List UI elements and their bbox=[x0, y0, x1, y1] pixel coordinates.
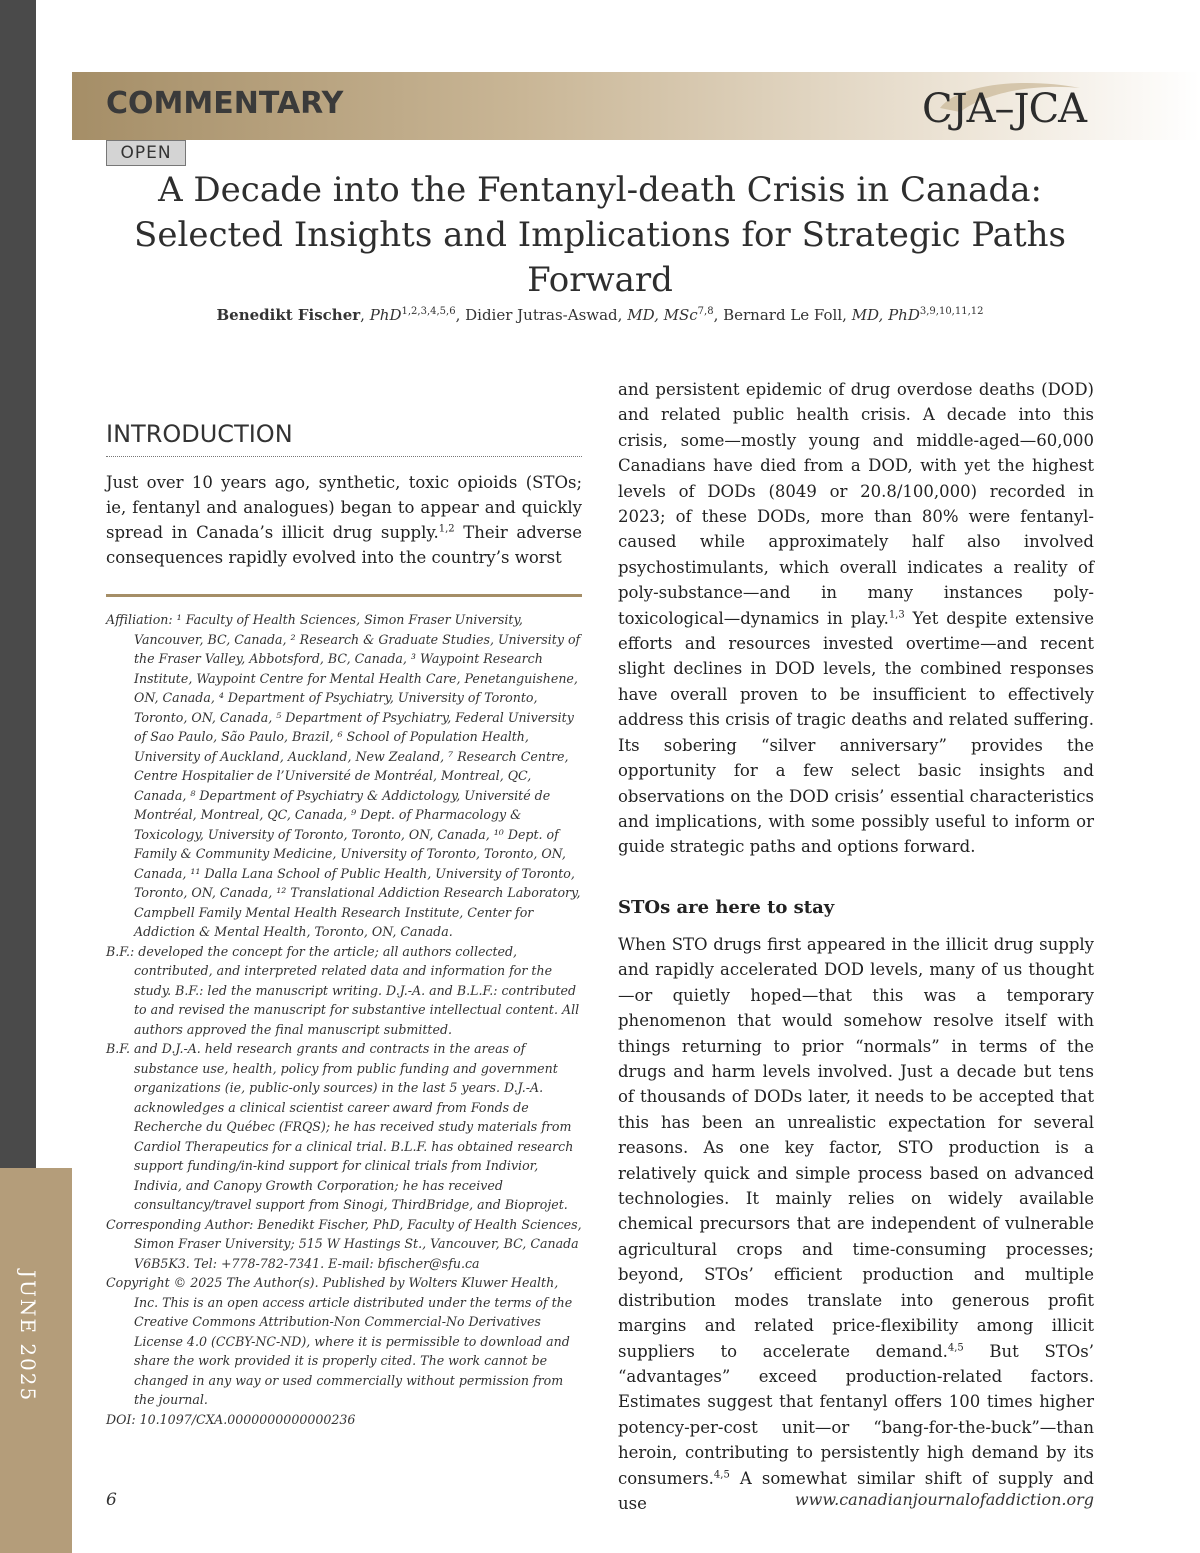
author-degree: MD, MSc bbox=[627, 306, 698, 324]
copyright-text: Copyright © 2025 The Author(s). Published by Wolters Kluwer Health, Inc. This is an open access article distributed under the terms of the Creative Commons Attribution-Non Commercial-No Derivatives License 4.0 (CCBY-NC-ND), where it is permissible to download and share the work provided it is properly cited. The work cannot be changed in any way or used commercially without permission from the journal. bbox=[106, 1275, 573, 1407]
citation-sup: 4,5 bbox=[713, 1469, 730, 1481]
journal-url: www.canadianjournalofaddiction.org bbox=[794, 1490, 1094, 1509]
section-label: COMMENTARY bbox=[106, 86, 344, 121]
author-affiliation-sup: 3,9,10,11,12 bbox=[919, 306, 984, 317]
section-subheading: STOs are here to stay bbox=[618, 897, 835, 918]
introduction-heading: INTRODUCTION bbox=[106, 420, 582, 457]
author-degree: PhD bbox=[369, 306, 402, 324]
affiliation-text: Affiliation: ¹ Faculty of Health Sciences, Simon Fraser University, Vancouver, BC, Canada, ² Research & Graduate Studies, University of the Fraser Valley, Abbotsford, BC, Canada, ³ Waypoint Research Institute, Waypoint Centre for Mental Health Care, Penetanguishene, ON, Canada, ⁴ Department of Psychiatry, University of Toronto, Toronto, ON, Canada, ⁵ Department of Psychiatry, Federal University of Sao Paulo, São Paulo, Brazil, ⁶ School of Population Health, University of Auckland, Auckland, New Zealand, ⁷ Research Centre, Centre Hospitalier de l’Université de Montréal, Montreal, QC, Canada, ⁸ Department of Psychiatry & Addictology, Université de Montréal, Montreal, QC, Canada, ⁹ Dept. of Pharmacology & Toxicology, University of Toronto, Toronto, ON, Canada, ¹⁰ Dept. of Family & Community Medicine, University of Toronto, Toronto, ON, Canada, ¹¹ Dalla Lana School of Public Health, University of Toronto, Toronto, ON, Canada, ¹² Translational Addiction Research Laboratory, Campbell Family Mental Health Research Institute, Center for Addiction & Mental Health, Toronto, ON, Canada. bbox=[106, 612, 581, 939]
intro-text-continued: Their adverse consequences rapidly evolved into the country’s worst bbox=[106, 523, 583, 567]
citation-sup: 1,2 bbox=[438, 523, 455, 535]
journal-logo: CJA–JCA bbox=[922, 86, 1087, 132]
body-text: When STO drugs first appeared in the illicit drug supply and rapidly accelerated DOD levels, many of us thought—or quietly hoped—that this was a temporary phenomenon that would somehow resolve itself with things returning to prior “normals” in terms of the drugs and harm levels involved. Just a decade but tens of thousands of DODs later, it needs to be accepted that this has been an unrealistic expectation for several reasons. As one key factor, STO production is a relatively quick and simple process based on advanced technologies. It mainly relies on widely available chemical precursors that are independent of vulnerable agricultural crops and time-consuming processes; beyond, STOs’ efficient production and multiple distribution modes translate into generous profit margins and related price-flexibility among illicit suppliers to accelerate demand. bbox=[618, 935, 1094, 1361]
contributions-text: B.F.: developed the concept for the article; all authors collected, contributed, and interpreted related data and information for the study. B.F.: led the manuscript writing. D.J.-A. and B.L.F.: contributed to and revised the manuscript for substantive intellectual content. All authors approved the final manuscript submitted. bbox=[106, 943, 580, 1037]
body-text: But STOs’ “advantages” exceed production-related factors. Estimates suggest that fentanyl offers 100 times higher potency-per-cost unit—or “bang-for-the-buck”—than heroin, contributing to persistently high demand by its consumers. bbox=[618, 1341, 1094, 1488]
affiliation-divider bbox=[106, 594, 582, 597]
intro-text: Just over 10 years ago, synthetic, toxic opioids (STOs; ie, fentanyl and analogues) began to appear and quickly spread in Canada’s illicit drug supply. bbox=[106, 473, 582, 542]
author-name: Bernard Le Foll bbox=[723, 306, 843, 324]
article-title: A Decade into the Fentanyl-death Crisis in Canada: Selected Insights and Implications for Strategic Paths Forward bbox=[134, 170, 1066, 300]
body-text: A somewhat similar shift of supply and use bbox=[618, 1468, 1094, 1513]
body-text: and persistent epidemic of drug overdose deaths (DOD) and related public health crisis. A decade into this crisis, some—mostly young and middle-aged—60,000 Canadians have died from a DOD, with yet the highest levels of DODs (8049 or 20.8/100,000) recorded in 2023; of these DODs, more than 80% were fentanyl-caused while approximately half also involved psychostimulants, which overall indicates a reality of poly-substance—and in many instances poly-toxicological—dynamics in play. bbox=[618, 380, 1094, 628]
author-name: Benedikt Fischer bbox=[216, 306, 361, 324]
citation-sup: 1,3 bbox=[888, 609, 905, 621]
author-affiliation-sup: 1,2,3,4,5,6 bbox=[401, 306, 456, 317]
doi-text: DOI: 10.1097/CXA.0000000000000236 bbox=[106, 1411, 356, 1427]
corresponding-author-text: Corresponding Author: Benedikt Fischer, PhD, Faculty of Health Sciences, Simon Fraser University; 515 W Hastings St., Vancouver, BC, Canada V6B5K3. Tel: +778-782-7341. E-mail: bfischer@sfu.ca bbox=[106, 1216, 582, 1271]
page-number: 6 bbox=[106, 1490, 117, 1510]
side-issue-date: JUNE 2025 bbox=[16, 1270, 40, 1403]
author-affiliation-sup: 7,8 bbox=[697, 306, 714, 317]
introduction-paragraph bbox=[106, 470, 582, 570]
disclosures-text: B.F. and D.J.-A. held research grants and contracts in the areas of substance use, health, policy from public funding and government organizations (ie, public-only sources) in the last 5 years. D.J.-A. acknowledges a clinical scientist career award from Fonds de Recherche du Québec (FRQS); he has received study materials from Cardiol Therapeutics for a clinical trial. B.L.F. has obtained research support funding/in-kind support for clinical trials from Indivior, Indivia, and Canopy Growth Corporation; he has received consultancy/travel support from Sinogi, ThirdBridge, and Bioprojet. bbox=[106, 1041, 574, 1212]
affiliation-block bbox=[106, 610, 582, 1429]
open-access-badge: OPEN bbox=[106, 140, 186, 166]
body-text: Yet despite extensive efforts and resources invested overtime—and recent slight declines in DOD levels, the combined responses have overall proven to be insufficient to effectively address this crisis of tragic deaths and related suffering. Its sobering “silver anniversary” provides the opportunity for a few select basic insights and observations on the DOD crisis’ essential characteristics and implications, with some possibly useful to inform or guide strategic paths and options forward. bbox=[618, 608, 1094, 857]
author-name: Didier Jutras-Aswad bbox=[465, 306, 618, 324]
body-paragraph bbox=[618, 377, 1094, 860]
body-paragraph bbox=[618, 932, 1094, 1516]
citation-sup: 4,5 bbox=[947, 1342, 964, 1353]
author-line: Benedikt Fischer, PhD$^{1,2,3,4,5,6}$, Didier Jutras-Aswad, MD, MSc$^{7,8}$, Bernard Le Foll, MD, PhD$^{3,9,10,11,12}$ bbox=[216, 306, 984, 324]
author-degree: MD, PhD bbox=[851, 306, 920, 324]
